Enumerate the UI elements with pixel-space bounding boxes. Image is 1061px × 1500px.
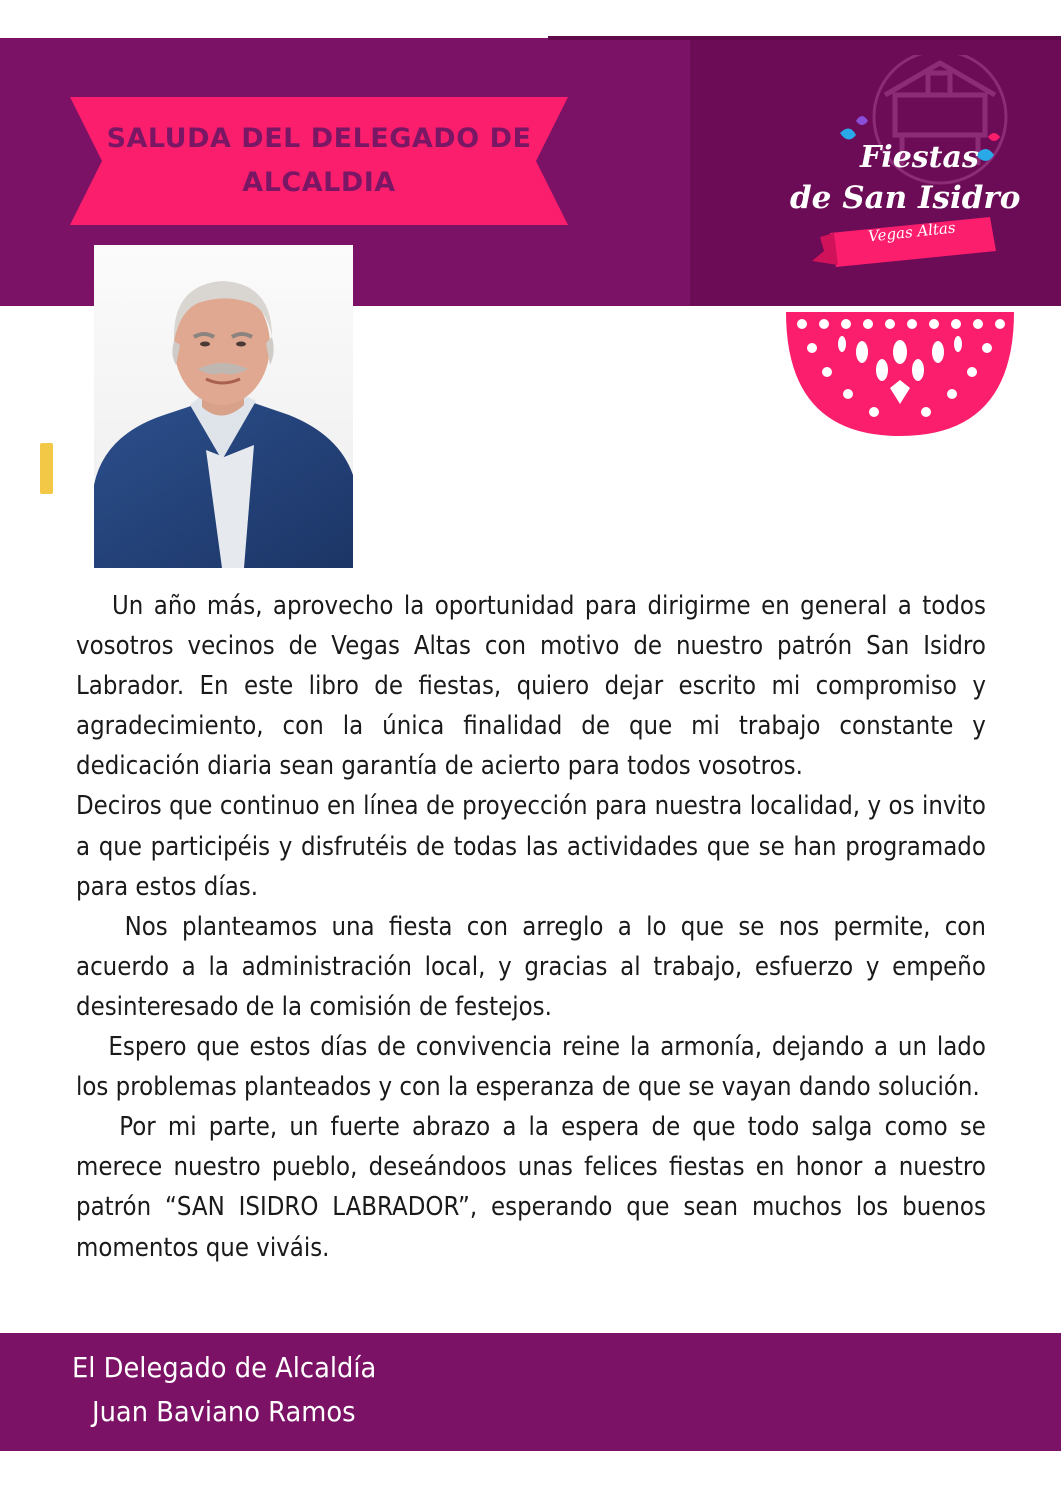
letter-body	[76, 586, 986, 1268]
lace-icon	[782, 308, 1018, 438]
paragraph: Espero que estos días de convivencia reine la armonía, dejando a un lado los problemas planteados y con la esperanza de que se vayan dando solución.	[76, 1032, 986, 1103]
paragraph: Un año más, aprovecho la oportunidad para dirigirme en general a todos vosotros vecinos de Vegas Altas con motivo de nuestro patrón San Isidro Labrador. En este libro de fiestas, quiero dejar escrito mi compromiso y agradecimiento, con la única finalidad de que mi trabajo constante y dedicación diaria sean garantía de acierto para todos vosotros.	[76, 591, 986, 782]
header-top-line	[548, 36, 1061, 40]
logo-line1: Fiestas	[860, 140, 979, 175]
paragraph: Deciros que continuo en línea de proyección para nuestra localidad, y os invito a que participéis y disfrutéis de todas las actividades que se han programado para estos días.	[76, 791, 986, 902]
fiestas-logo	[790, 55, 1020, 275]
paragraph: Nos planteamos una fiesta con arreglo a lo que se nos permite, con acuerdo a la administración local, y gracias al trabajo, esfuerzo y empeño desinteresado de la comisión de festejos.	[76, 911, 986, 1022]
signature-name: Juan Baviano Ramos	[92, 1395, 356, 1428]
logo-ribbon-text: Vegas Altas	[867, 218, 957, 246]
portrait-photo-icon	[94, 245, 353, 568]
papel-picado-decoration	[782, 308, 1018, 438]
logo-line2: de San Isidro	[790, 180, 1021, 216]
decorative-yellow-mark	[40, 443, 53, 494]
title-banner	[70, 97, 568, 225]
delegate-portrait	[94, 245, 353, 568]
paragraph: Por mi parte, un fuerte abrazo a la espera de que todo salga como se merece nuestro pueblo, deseándoos unas felices fiestas en honor a nuestro patrón “SAN ISIDRO LABRADOR”, esperando que sean muchos los buenos momentos que viváis.	[76, 1112, 986, 1263]
signature-footer	[0, 1333, 1061, 1451]
page-title: SALUDA DEL DELEGADO DE ALCALDIA	[106, 123, 532, 198]
signature-role: El Delegado de Alcaldía	[72, 1351, 377, 1384]
